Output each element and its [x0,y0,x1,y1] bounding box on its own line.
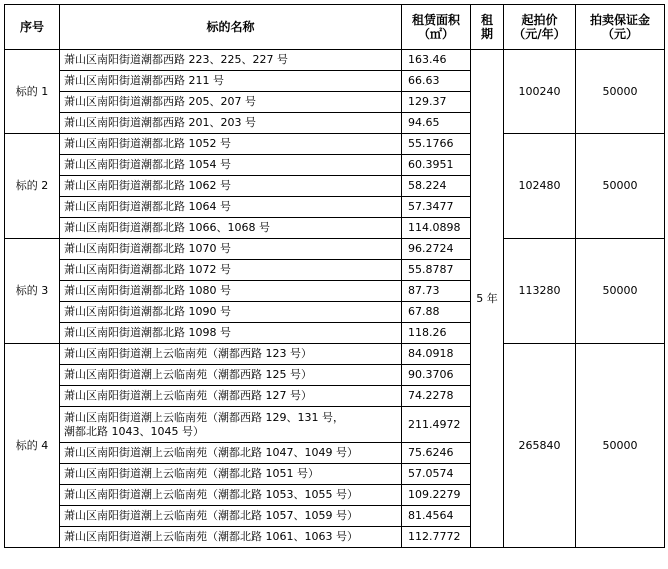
property-name: 萧山区南阳街道潮上云临南苑（潮都西路 127 号） [60,386,402,407]
property-area: 94.65 [402,113,471,134]
start-price: 113280 [504,239,576,344]
property-area: 118.26 [402,323,471,344]
header-deposit [576,5,665,50]
property-name: 萧山区南阳街道潮都北路 1070 号 [60,239,402,260]
property-name: 萧山区南阳街道潮上云临南苑（潮都北路 1061、1063 号） [60,527,402,548]
property-area: 84.0918 [402,344,471,365]
header-area-line1: 租赁面积 [411,13,460,27]
table-row [5,134,665,155]
property-name: 萧山区南阳街道潮都西路 205、207 号 [60,92,402,113]
property-name: 萧山区南阳街道潮都西路 201、203 号 [60,113,402,134]
lot-label: 标的 4 [5,344,60,548]
property-name: 萧山区南阳街道潮上云临南苑（潮都北路 1047、1049 号） [60,443,402,464]
deposit: 50000 [576,344,665,548]
property-name: 萧山区南阳街道潮都北路 1098 号 [60,323,402,344]
property-area: 109.2279 [402,485,471,506]
property-name: 萧山区南阳街道潮都北路 1052 号 [60,134,402,155]
property-name: 萧山区南阳街道潮都西路 211 号 [60,71,402,92]
property-area: 211.4972 [402,407,471,443]
lot-label: 标的 3 [5,239,60,344]
header-deposit-line2: （元） [601,27,638,41]
property-area: 67.88 [402,302,471,323]
table-row [5,50,665,71]
table-row [5,344,665,365]
header-term-line2: 期 [480,27,493,41]
header-deposit-line1: 拍卖保证金 [589,13,650,27]
property-area: 74.2278 [402,386,471,407]
property-name: 萧山区南阳街道潮都北路 1090 号 [60,302,402,323]
header-row [5,5,665,50]
header-area-line2: （㎡） [417,27,454,41]
property-name: 萧山区南阳街道潮上云临南苑（潮都北路 1053、1055 号） [60,485,402,506]
header-start-line1: 起拍价 [521,13,558,27]
property-name: 萧山区南阳街道潮都北路 1072 号 [60,260,402,281]
property-name: 萧山区南阳街道潮都北路 1064 号 [60,197,402,218]
start-price: 265840 [504,344,576,548]
property-name: 萧山区南阳街道潮都北路 1062 号 [60,176,402,197]
property-area: 58.224 [402,176,471,197]
header-seq: 序号 [5,5,60,50]
lease-term: 5 年 [471,50,504,548]
property-name: 萧山区南阳街道潮上云临南苑（潮都西路 123 号） [60,344,402,365]
header-start-line2: （元/年） [513,27,566,41]
deposit: 50000 [576,239,665,344]
table-row [5,239,665,260]
property-name: 萧山区南阳街道潮上云临南苑（潮都北路 1051 号） [60,464,402,485]
property-name: 萧山区南阳街道潮都西路 223、225、227 号 [60,50,402,71]
property-name: 萧山区南阳街道潮都北路 1054 号 [60,155,402,176]
auction-lots-table [4,4,665,548]
property-area: 114.0898 [402,218,471,239]
header-term [471,5,504,50]
property-area: 96.2724 [402,239,471,260]
header-area [402,5,471,50]
property-area: 112.7772 [402,527,471,548]
header-name: 标的名称 [60,5,402,50]
property-area: 57.3477 [402,197,471,218]
start-price: 100240 [504,50,576,134]
property-area: 55.1766 [402,134,471,155]
property-area: 60.3951 [402,155,471,176]
property-area: 163.46 [402,50,471,71]
header-start-price [504,5,576,50]
property-area: 87.73 [402,281,471,302]
property-name-multiline [60,407,402,443]
property-area: 81.4564 [402,506,471,527]
lot-label: 标的 1 [5,50,60,134]
lot-label: 标的 2 [5,134,60,239]
deposit: 50000 [576,50,665,134]
property-name: 萧山区南阳街道潮上云临南苑（潮都北路 1057、1059 号） [60,506,402,527]
property-area: 57.0574 [402,464,471,485]
property-name: 萧山区南阳街道潮上云临南苑（潮都西路 125 号） [60,365,402,386]
property-name: 萧山区南阳街道潮都北路 1080 号 [60,281,402,302]
property-area: 55.8787 [402,260,471,281]
start-price: 102480 [504,134,576,239]
header-term-line1: 租 [480,13,493,27]
property-area: 129.37 [402,92,471,113]
property-area: 66.63 [402,71,471,92]
property-area: 75.6246 [402,443,471,464]
property-area: 90.3706 [402,365,471,386]
property-name-line2: 潮都北路 1043、1045 号） [64,424,204,438]
property-name: 萧山区南阳街道潮都北路 1066、1068 号 [60,218,402,239]
deposit: 50000 [576,134,665,239]
property-name-line1: 萧山区南阳街道潮上云临南苑（潮都西路 129、131 号， [64,410,344,424]
